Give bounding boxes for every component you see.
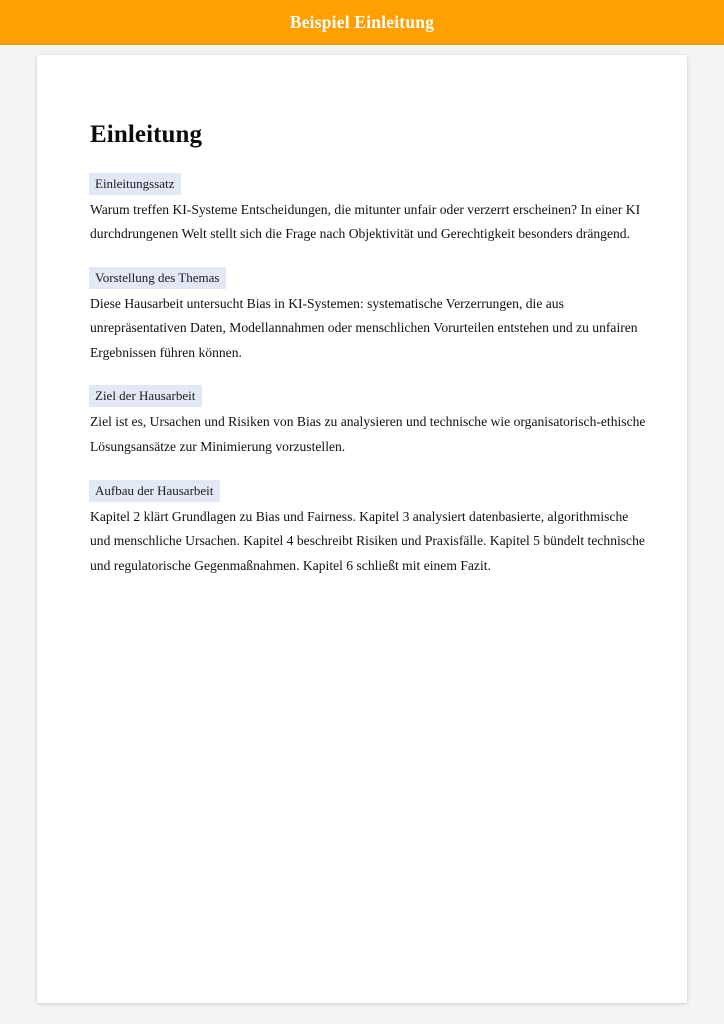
document-page (37, 55, 687, 1003)
section-label-vorstellung-des-themas: Vorstellung des Themas (89, 267, 226, 289)
section-label-einleitungssatz: Einleitungssatz (89, 173, 181, 195)
section-body-ziel-der-hausarbeit: Ziel ist es, Ursachen und Risiken von Bias zu analysieren und technische wie organisatorisch-ethische Lösungsansätze zur Minimierung vorzustellen. (90, 414, 646, 455)
app-title: Beispiel Einleitung (289, 11, 435, 32)
page-title: Einleitung (90, 121, 203, 148)
document-section (90, 173, 649, 247)
section-body-einleitungssatz: Warum treffen KI-Systeme Entscheidungen, die mitunter unfair oder verzerrt erscheinen? In einer KI durchdrungenen Welt stellt sich die Frage nach Objektivität und Gerechtigkeit besonders drängend. (90, 201, 641, 242)
document-section (90, 480, 649, 579)
section-body-aufbau-der-hausarbeit: Kapitel 2 klärt Grundlagen zu Bias und Fairness. Kapitel 3 analysiert datenbasierte, algorithmische und menschliche Ursachen. Kapitel 4 beschreibt Risiken und Praxisfälle. Kapitel 5 bündelt technische und regulatorische Gegenmaßnahmen. Kapitel 6 schließt mit einem Fazit. (90, 508, 645, 573)
document-section (90, 385, 649, 459)
section-body-vorstellung-des-themas: Diese Hausarbeit untersucht Bias in KI-Systemen: systematische Verzerrungen, die aus unrepräsentativen Daten, Modellannahmen oder menschlichen Vorurteilen entstehen und zu unfairen Ergebnissen führen können. (90, 295, 638, 360)
document-section (90, 267, 649, 366)
app-header-bar (0, 0, 724, 45)
section-label-aufbau-der-hausarbeit: Aufbau der Hausarbeit (89, 480, 220, 502)
section-label-ziel-der-hausarbeit: Ziel der Hausarbeit (89, 385, 202, 407)
page-area (0, 45, 724, 1003)
